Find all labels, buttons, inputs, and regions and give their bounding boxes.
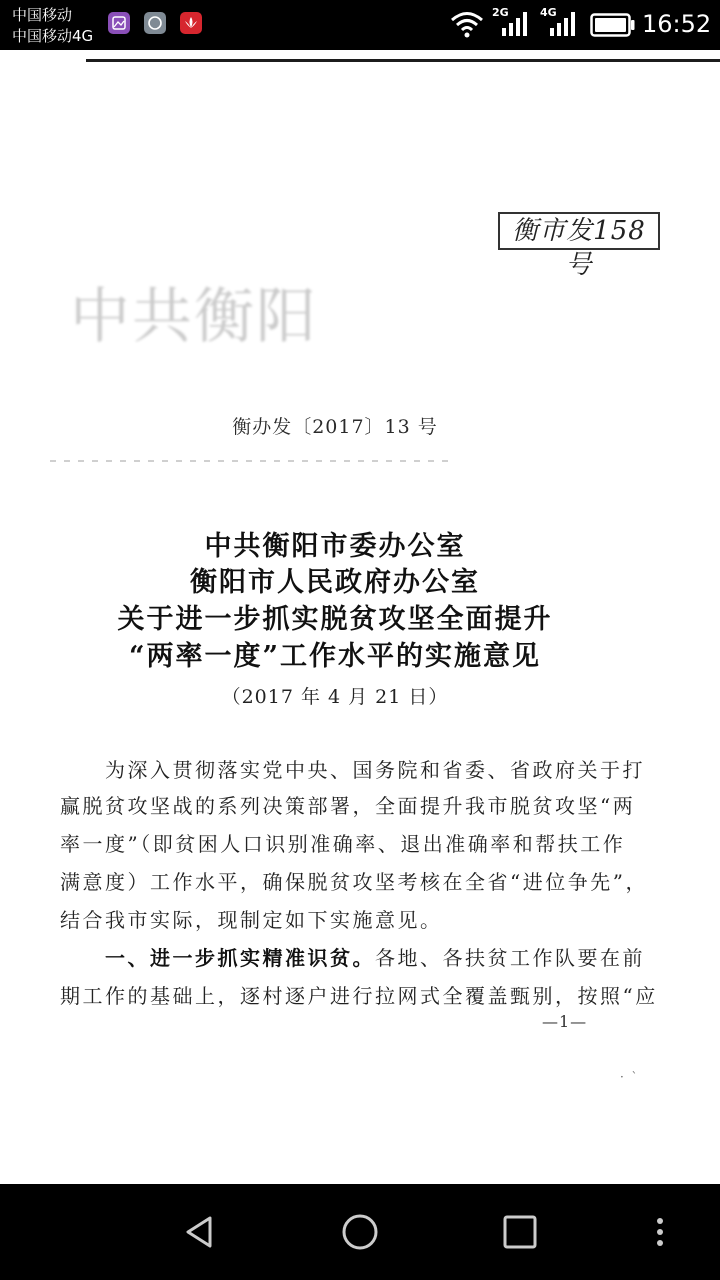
back-icon[interactable] — [180, 1212, 220, 1256]
received-stamp: 衡市发158号 — [498, 212, 660, 250]
body-line-4: 满意度）工作水平，确保脱贫攻坚考核在全省“进位争先”， — [60, 870, 648, 894]
round-app-icon — [144, 12, 166, 34]
clock: 16:52 — [642, 10, 712, 38]
document-title-line-4: “两率一度”工作水平的实施意见 — [128, 641, 542, 672]
body-line-5: 结合我市实际，现制定如下实施意见。 — [60, 908, 443, 932]
huawei-icon — [180, 12, 202, 34]
faded-separator — [50, 460, 450, 462]
carrier-name-primary: 中国移动 — [12, 6, 73, 24]
network-type-4g: 4G — [540, 6, 557, 19]
navigation-bar — [0, 1184, 720, 1280]
body-line-3: 率一度”（即贫困人口识别准确率、退出准确率和帮扶工作 — [60, 832, 626, 856]
section-heading: 一、进一步抓实精准识贫。 — [60, 946, 375, 970]
body-line-2: 赢脱贫攻坚战的系列决策部署，全面提升我市脱贫攻坚“两 — [60, 794, 636, 818]
top-rule-divider — [86, 59, 720, 62]
faded-issuer-heading: 中共衡阳 — [70, 282, 318, 352]
recent-apps-icon[interactable] — [500, 1212, 540, 1256]
document-date: （2017 年 4 月 21 日） — [221, 686, 449, 708]
battery-icon — [590, 12, 636, 42]
section-text-1: 各地、各扶贫工作队要在前 — [375, 946, 645, 970]
page-number: —1— — [542, 1012, 588, 1031]
document-title-line-3: 关于进一步抓实脱贫攻坚全面提升 — [117, 604, 553, 635]
home-icon[interactable] — [338, 1212, 382, 1256]
gallery-icon — [108, 12, 130, 34]
status-bar — [0, 0, 720, 50]
wifi-icon — [450, 10, 484, 42]
scan-specks: · ˋ — [620, 1070, 638, 1084]
document-title-line-2: 衡阳市人民政府办公室 — [190, 567, 480, 598]
menu-icon[interactable] — [650, 1212, 670, 1256]
carrier-name-secondary: 中国移动4G — [12, 27, 94, 45]
section-line-1 — [60, 944, 645, 972]
body-line-1: 为深入贯彻落实党中央、国务院和省委、省政府关于打 — [60, 758, 645, 782]
document-title-line-1: 中共衡阳市委办公室 — [204, 531, 466, 562]
signal-icon — [500, 10, 530, 42]
network-type-2g: 2G — [492, 6, 509, 19]
section-line-2: 期工作的基础上，逐村逐户进行拉网式全覆盖甄别，按照“应 — [60, 984, 658, 1008]
document-number: 衡办发〔2017〕13 号 — [232, 416, 438, 438]
signal-icon-secondary — [548, 10, 578, 42]
document-page[interactable] — [0, 50, 720, 1184]
